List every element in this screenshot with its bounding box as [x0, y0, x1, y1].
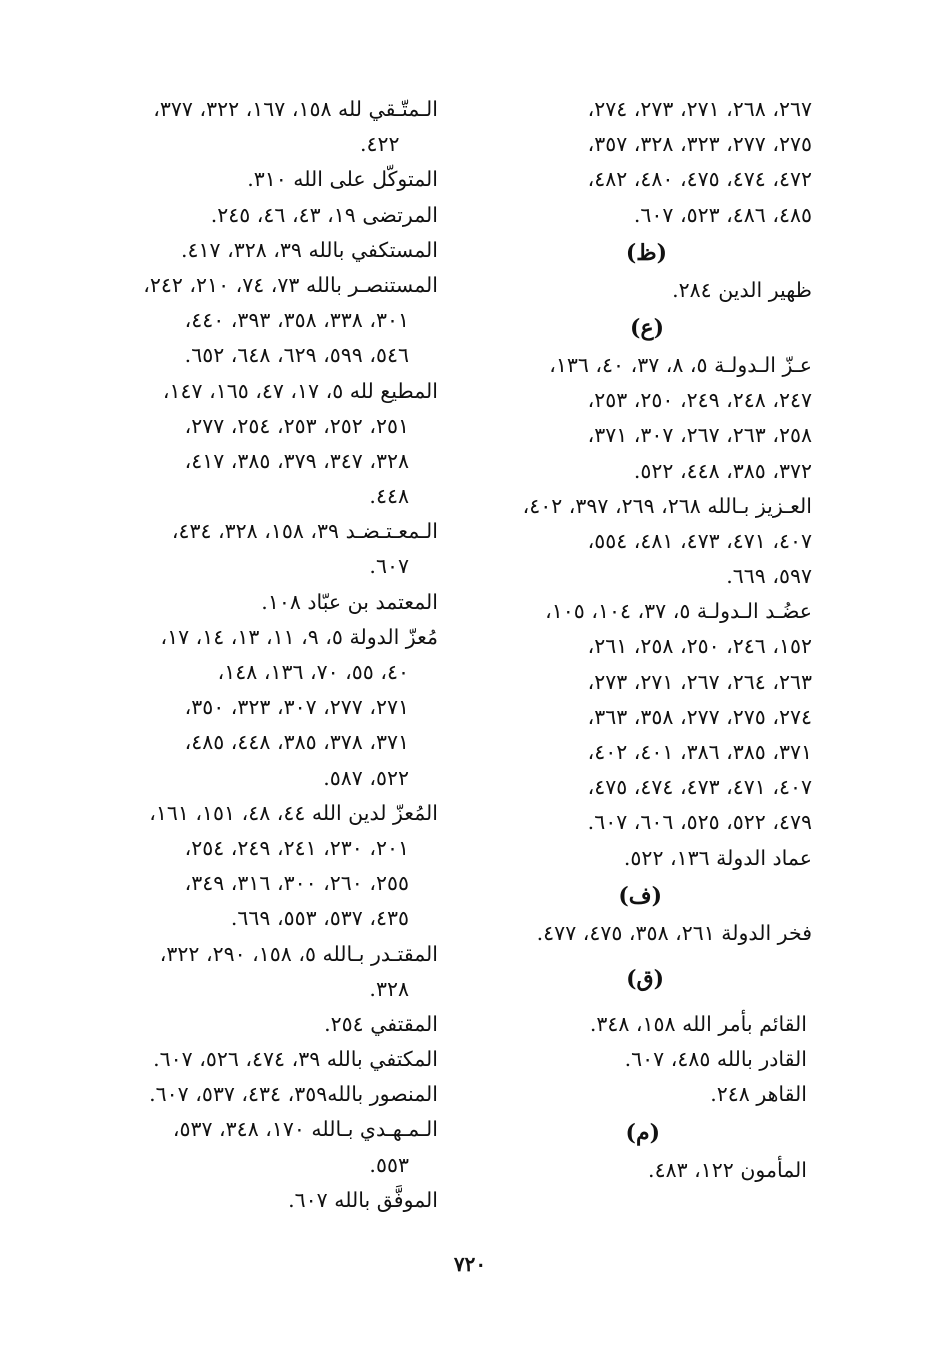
section-letter: (ق) — [626, 965, 664, 992]
index-continuation: ٢٧٥، ٢٧٧، ٣٢٣، ٣٢٨، ٣٥٧، — [587, 132, 812, 157]
index-entry: المستكفي بالله ٣٩، ٣٢٨، ٤١٧. — [181, 237, 438, 262]
section-letter: (م) — [625, 1119, 660, 1146]
index-entry: المُعزّ لدين الله ٤٤، ٤٨، ١٥١، ١٦١، — [149, 800, 438, 825]
index-entry: الموفَّق بالله ٦٠٧. — [288, 1187, 438, 1212]
index-entry: المستنصـر بالله ٧٣، ٧٤، ٢١٠، ٢٤٢، — [143, 272, 438, 297]
index-entry: عـزّ الـدولـة ٥، ٨، ٣٧، ٤٠، ١٣٦، — [549, 352, 812, 377]
index-continuation: ٥٤٦، ٥٩٩، ٦٢٩، ٦٤٨، ٦٥٢. — [184, 343, 409, 368]
index-continuation: ٥٩٧، ٦٦٩. — [726, 564, 812, 589]
index-entry: المنصور بالله٣٥٩، ٤٣٤، ٥٣٧، ٦٠٧. — [149, 1082, 438, 1107]
index-entry: الـمـهـدي بـالله ١٧٠، ٣٤٨، ٥٣٧، — [172, 1117, 438, 1142]
section-letter: (ظ) — [625, 239, 667, 266]
index-entry: المأمون ١٢٢، ٤٨٣. — [648, 1157, 807, 1182]
section-letter: (ع) — [630, 314, 664, 341]
index-continuation: ٦٠٧. — [369, 554, 409, 579]
page-number: ٧٢٠ — [453, 1252, 487, 1276]
index-continuation: ٤٣٥، ٥٣٧، ٥٥٣، ٦٦٩. — [230, 906, 409, 931]
index-continuation: ٣٢٨، ٣٤٧، ٣٧٩، ٣٨٥، ٤١٧، — [184, 448, 409, 473]
index-continuation: ٤٨٥، ٤٨٦، ٥٢٣، ٦٠٧. — [633, 202, 812, 227]
index-continuation: ٢٦٧، ٢٦٨، ٢٧١، ٢٧٣، ٢٧٤، — [587, 97, 812, 121]
index-continuation: ٢٦٣، ٢٦٤، ٢٦٧، ٢٧١، ٢٧٣، — [587, 669, 812, 694]
index-entry: المكتفي بالله ٣٩، ٤٧٤، ٥٢٦، ٦٠٧. — [153, 1047, 438, 1072]
index-continuation: ٤٠، ٥٥، ٧٠، ١٣٦، ١٤٨، — [217, 660, 409, 684]
index-entry: المرتضى ١٩، ٤٣، ٤٦، ٢٤٥. — [210, 202, 438, 227]
index-continuation: ٤٢٢. — [360, 132, 400, 157]
index-entry: مُعزّ الدولة ٥، ٩، ١١، ١٣، ١٤، ١٧، — [160, 624, 438, 649]
index-entry: المقتفي ٢٥٤. — [324, 1011, 438, 1036]
index-entry: القائم بأمر الله ١٥٨، ٣٤٨. — [589, 1011, 807, 1036]
index-entry: ظهير الدين ٢٨٤. — [672, 277, 812, 302]
index-continuation: ٤٧٩، ٥٢٢، ٥٢٥، ٦٠٦، ٦٠٧. — [587, 810, 812, 835]
section-letter: (ف) — [618, 882, 662, 909]
index-continuation: ٤٧٢، ٤٧٤، ٤٧٥، ٤٨٠، ٤٨٢، — [587, 167, 812, 192]
left-column — [112, 92, 438, 1218]
index-entry: المطيع لله ٥، ١٧، ٤٧، ١٦٥، ١٤٧، — [162, 378, 438, 403]
index-continuation: ٢٥٨، ٢٦٣، ٢٦٧، ٣٠٧، ٣٧١، — [587, 423, 812, 448]
index-entry: القاهر ٢٤٨. — [710, 1082, 807, 1107]
index-continuation: ٣٧٢، ٣٨٥، ٤٤٨، ٥٢٢. — [633, 458, 812, 483]
index-entry: المقتـدر بـالله ٥، ١٥٨، ٢٩٠، ٣٢٢، — [159, 941, 438, 966]
index-entry: الـمعـتـضـد ٣٩، ١٥٨، ٣٢٨، ٤٣٤، — [171, 519, 438, 544]
index-continuation: ١٥٢، ٢٤٦، ٢٥٠، ٢٥٨، ٢٦١، — [587, 634, 812, 659]
index-continuation: ٢٥٥، ٢٦٠، ٣٠٠، ٣١٦، ٣٤٩، — [184, 871, 409, 896]
index-continuation: ٣٧١، ٣٨٥، ٣٨٦، ٤٠١، ٤٠٢، — [587, 740, 812, 764]
index-continuation: ٢٧١، ٢٧٧، ٣٠٧، ٣٢٣، ٣٥٠، — [184, 695, 409, 720]
index-continuation: ٢٠١، ٢٣٠، ٢٤١، ٢٤٩، ٢٥٤، — [184, 835, 409, 860]
index-continuation: ٤٤٨. — [369, 484, 409, 509]
index-continuation: ٤٠٧، ٤٧١، ٤٧٣، ٤٧٤، ٤٧٥، — [587, 775, 812, 800]
index-continuation: ٢٤٧، ٢٤٨، ٢٤٩، ٢٥٠، ٢٥٣، — [587, 388, 812, 413]
index-entry: المعتمد بن عبّاد ١٠٨. — [261, 589, 438, 614]
index-entry: المتوكّل على الله ٣١٠. — [247, 167, 438, 192]
index-entry: الـمتّـقي لله ١٥٨، ١٦٧، ٣٢٢، ٣٧٧، — [153, 97, 438, 121]
index-entry: القادر بالله ٤٨٥، ٦٠٧. — [624, 1047, 807, 1072]
index-entry: عضُـد الـدولـة ٥، ٣٧، ١٠٤، ١٠٥، — [545, 599, 812, 624]
index-entry: عماد الدولة ١٣٦، ٥٢٢. — [623, 845, 812, 870]
index-continuation: ٣٧١، ٣٧٨، ٣٨٥، ٤٤٨، ٤٨٥، — [184, 730, 409, 755]
index-continuation: ٣٢٨. — [369, 976, 409, 1001]
index-entry: فخر الدولة ٢٦١، ٣٥٨، ٤٧٥، ٤٧٧. — [536, 920, 812, 945]
index-continuation: ٤٠٧، ٤٧١، ٤٧٣، ٤٨١، ٥٥٤، — [587, 528, 812, 553]
index-continuation: ٣٠١، ٣٣٨، ٣٥٨، ٣٩٣، ٤٤٠، — [184, 308, 409, 333]
index-continuation: ٥٢٢، ٥٨٧. — [323, 765, 409, 790]
index-continuation: ٢٥١، ٢٥٢، ٢٥٣، ٢٥٤، ٢٧٧، — [184, 413, 409, 438]
right-column — [492, 92, 812, 1188]
index-continuation: ٢٧٤، ٢٧٥، ٢٧٧، ٣٥٨، ٣٦٣، — [587, 704, 812, 729]
index-entry: العـزيز بـالله ٢٦٨، ٢٦٩، ٣٩٧، ٤٠٢، — [522, 493, 812, 518]
index-continuation: ٥٥٣. — [369, 1152, 409, 1177]
